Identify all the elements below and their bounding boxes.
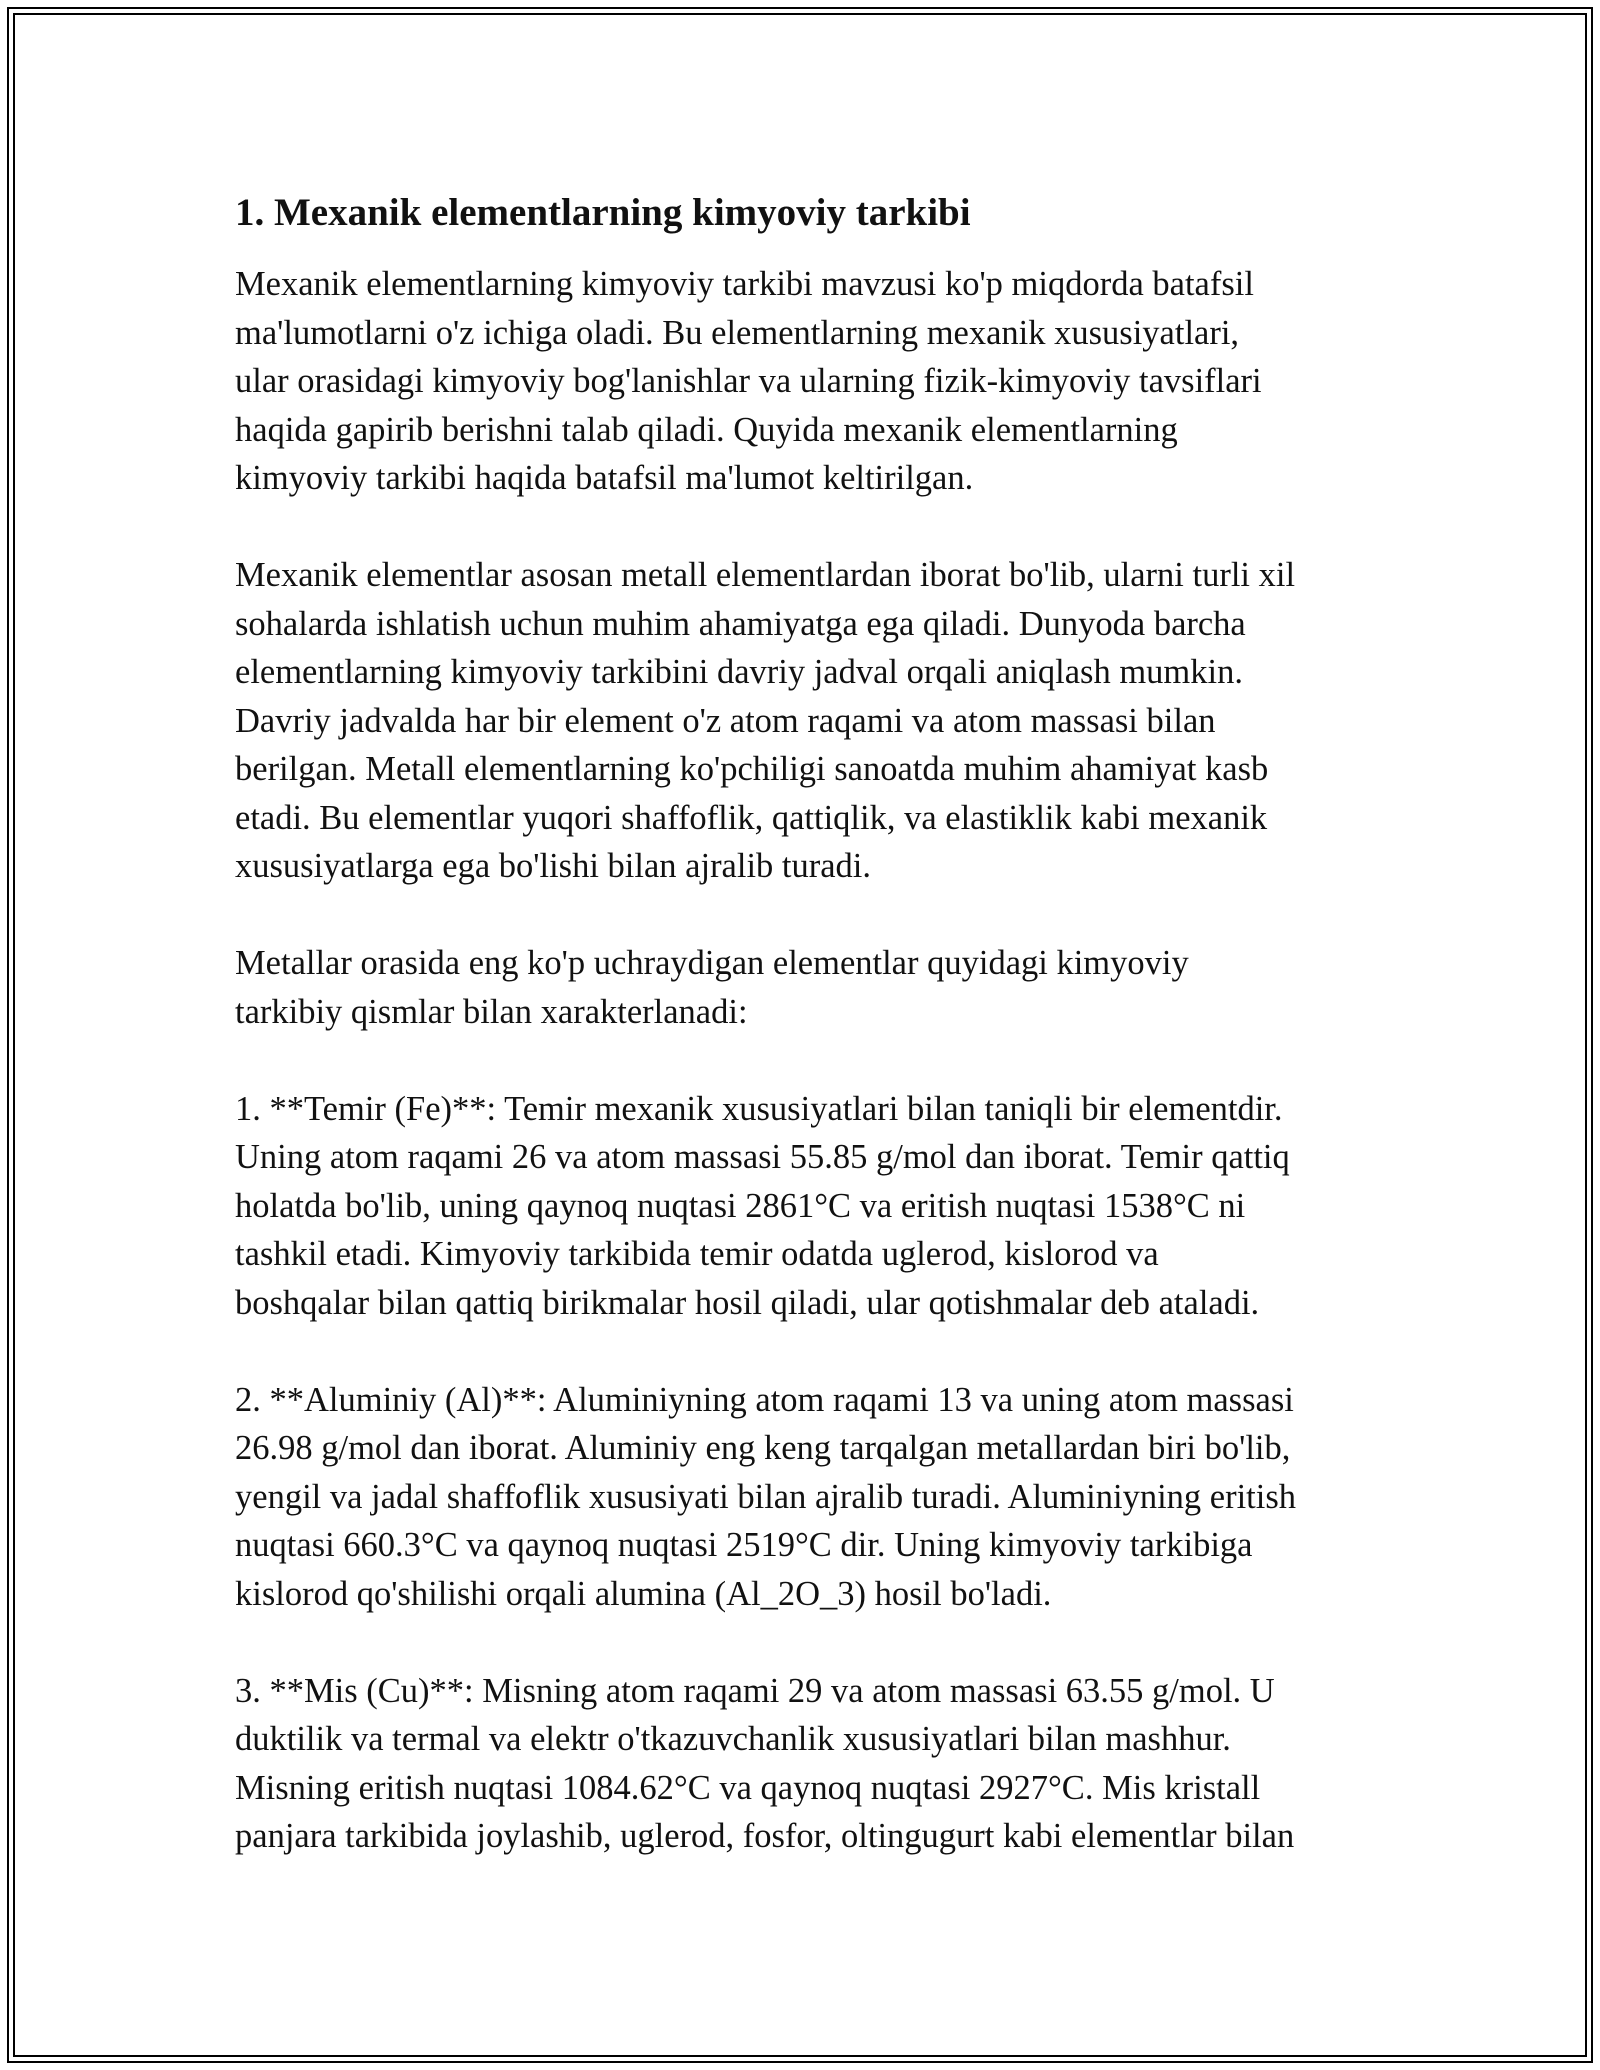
paragraph-intro: Mexanik elementlarning kimyoviy tarkibi mavzusi ko'p miqdorda batafsil ma'lumotlarni o'z ichiga oladi. Bu elementlarning mexanik xususiyatlari, ular orasidagi kimyoviy bog'lanishlar va ularning fizik-kimyoviy tavsiflari haqida gapirib berishni talab qiladi. Quyida mexanik elementlarning kimyoviy tarkibi haqida batafsil ma'lumot keltirilgan. [235,265,1262,497]
paragraph-list-intro: Metallar orasida eng ko'p uchraydigan elementlar quyidagi kimyoviy tarkibiy qismlar bilan xarakterlanadi: [235,944,1189,1031]
section-heading: 1. Mexanik elementlarning kimyoviy tarkibi [235,191,971,234]
document-body [235,188,1375,1909]
list-item-iron: 1. **Temir (Fe)**: Temir mexanik xususiyatlari bilan taniqli bir elementdir. Uning atom raqami 26 va atom massasi 55.85 g/mol dan iborat. Temir qattiq holatda bo'lib, uning qaynoq nuqtasi 2861°C va eritish nuqtasi 1538°C ni tashkil etadi. Kimyoviy tarkibida temir odatda uglerod, kislorod va boshqalar bilan qattiq birikmalar hosil qiladi, ular qotishmalar deb ataladi. [235,1089,1290,1322]
paragraph-metals-overview: Mexanik elementlar asosan metall elementlardan iborat bo'lib, ularni turli xil sohalarda ishlatish uchun muhim ahamiyatga ega qiladi. Dunyoda barcha elementlarning kimyoviy tarkibini davriy jadval orqali aniqlash mumkin. Davriy jadvalda har bir element o'z atom raqami va atom massasi bilan berilgan. Metall elementlarning ko'pchiligi sanoatda muhim ahamiyat kasb etadi. Bu elementlar yuqori shaffoflik, qattiqlik, va elastiklik kabi mexanik xususiyatlarga ega bo'lishi bilan ajralib turadi. [235,556,1296,885]
list-item-aluminium: 2. **Aluminiy (Al)**: Aluminiyning atom raqami 13 va uning atom massasi 26.98 g/mol dan iborat. Aluminiy eng keng tarqalgan metallardan biri bo'lib, yengil va jadal shaffoflik xususiyati bilan ajralib turadi. Aluminiyning eritish nuqtasi 660.3°C va qaynoq nuqtasi 2519°C dir. Uning kimyoviy tarkibiga kislorod qo'shilishi orqali alumina (Al_2O_3) hosil bo'ladi. [235,1380,1297,1613]
list-item-copper: 3. **Mis (Cu)**: Misning atom raqami 29 va atom massasi 63.55 g/mol. U duktilik va termal va elektr o'tkazuvchanlik xususiyatlari bilan mashhur. Misning eritish nuqtasi 1084.62°C va qaynoq nuqtasi 2927°C. Mis kristall panjara tarkibida joylashib, uglerod, fosfor, oltingugurt kabi elementlar bilan [235,1671,1295,1855]
